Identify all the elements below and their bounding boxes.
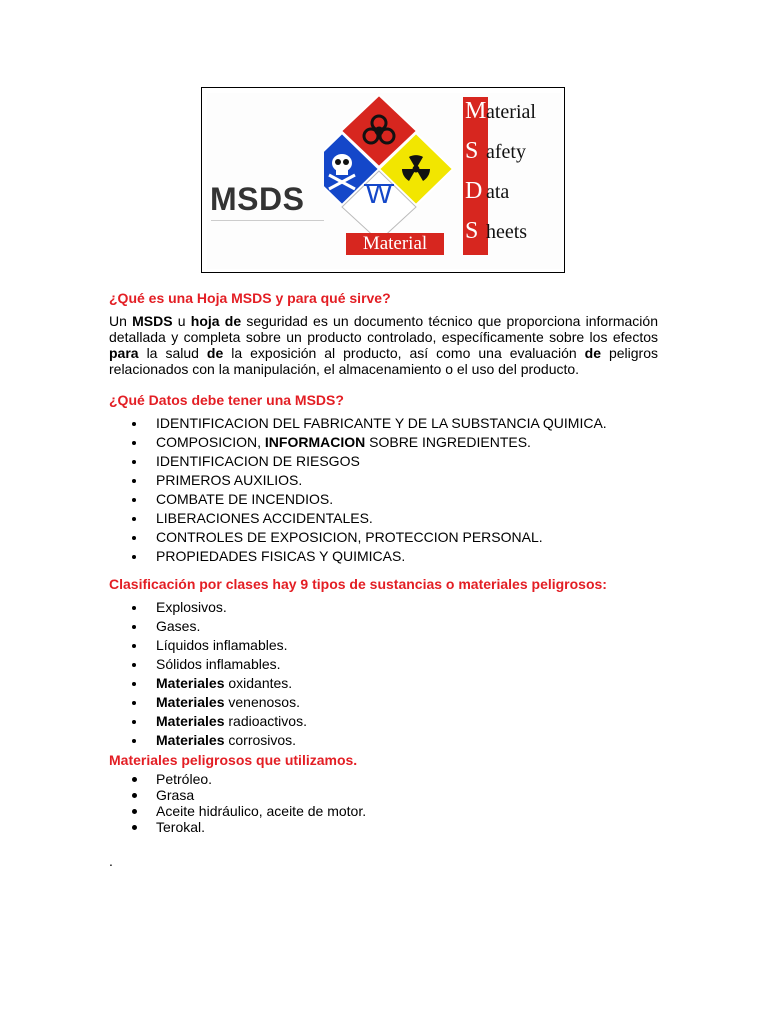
list-item xyxy=(130,819,366,835)
heading-msds-data: ¿Qué Datos debe tener una MSDS? xyxy=(109,392,344,408)
list-item xyxy=(130,528,607,547)
list-item xyxy=(130,636,307,655)
text-run: Terokal. xyxy=(156,819,206,835)
text-run: corrosivos. xyxy=(224,732,297,748)
list-item xyxy=(130,803,366,819)
text-run: u xyxy=(172,313,191,329)
bold-text: Materiales xyxy=(156,713,225,729)
text-run: Petróleo. xyxy=(156,771,213,787)
text-run: venenosos. xyxy=(224,694,300,710)
heading-materials-used: Materiales peligrosos que utilizamos. xyxy=(109,752,358,768)
heading-what-is-msds: ¿Qué es una Hoja MSDS y para qué sirve? xyxy=(109,290,391,306)
text-run: COMBATE DE INCENDIOS. xyxy=(156,491,334,507)
bold-text: MSDS xyxy=(132,313,173,329)
text-run: Explosivos. xyxy=(156,599,227,615)
hazard-diamond-icon xyxy=(324,93,464,243)
bold-text: de xyxy=(206,345,224,361)
list-item xyxy=(130,617,307,636)
list-item xyxy=(130,771,366,787)
list-item xyxy=(130,655,307,674)
logo-underline xyxy=(211,220,324,221)
text-run: Grasa xyxy=(156,787,195,803)
trailing-period: . xyxy=(109,853,113,869)
acronym-row-material: Material xyxy=(465,98,536,124)
bold-text: Materiales xyxy=(156,732,225,748)
acronym-row-data: D ata xyxy=(465,178,510,204)
materials-used-list xyxy=(130,771,366,835)
list-item xyxy=(130,598,307,617)
acronym-row-safety: S afety xyxy=(465,138,526,164)
water-reactive-letter: W xyxy=(365,178,393,209)
heading-classification: Clasificación por clases hay 9 tipos de sustancias o materiales peligrosos: xyxy=(109,576,607,592)
list-item xyxy=(130,509,607,528)
text-run: COMPOSICION, xyxy=(156,434,265,450)
text-run: PROPIEDADES FISICAS Y QUIMICAS. xyxy=(156,548,406,564)
intro-paragraph xyxy=(109,313,658,377)
text-run: Sólidos inflamables. xyxy=(156,656,281,672)
msds-logo-text: MSDS xyxy=(210,181,305,217)
list-item xyxy=(130,452,607,471)
bold-text: para xyxy=(109,345,139,361)
text-run: la salud xyxy=(138,345,207,361)
classification-list xyxy=(130,598,307,750)
figure-canvas xyxy=(207,93,561,269)
list-item xyxy=(130,547,607,566)
list-item xyxy=(130,731,307,750)
text-run: PRIMEROS AUXILIOS. xyxy=(156,472,303,488)
bold-text: Materiales xyxy=(156,675,225,691)
list-item xyxy=(130,433,607,452)
text-run: IDENTIFICACION DE RIESGOS xyxy=(156,453,360,469)
bold-text: hoja de xyxy=(190,313,242,329)
text-run: Aceite hidráulico, aceite de motor. xyxy=(156,803,367,819)
text-run: la exposición al producto, así como una evaluación xyxy=(223,345,585,361)
list-item xyxy=(130,787,366,803)
list-item xyxy=(130,674,307,693)
msds-figure xyxy=(201,87,565,273)
list-item xyxy=(130,693,307,712)
text-run: peligros relacionados con la manipulación, el almacenamiento o el uso del producto. xyxy=(109,345,658,377)
text-run: CONTROLES DE EXPOSICION, PROTECCION PERSONAL. xyxy=(156,529,543,545)
text-run: IDENTIFICACION DEL FABRICANTE Y DE LA SUBSTANCIA QUIMICA. xyxy=(156,415,607,431)
bold-text: Materiales xyxy=(156,694,225,710)
list-item xyxy=(130,490,607,509)
text-run: seguridad es un documento técnico que proporciona información detallada y completa sobre un producto controlado, específicamente sobre los efectos xyxy=(109,313,658,345)
list-item xyxy=(130,471,607,490)
text-run: oxidantes. xyxy=(224,675,293,691)
text-run: Gases. xyxy=(156,618,201,634)
text-run: Líquidos inflamables. xyxy=(156,637,288,653)
acronym-row-sheets: S heets xyxy=(465,218,528,244)
text-run: Un xyxy=(109,313,133,329)
msds-data-list xyxy=(130,414,607,566)
text-run: SOBRE INGREDIENTES. xyxy=(365,434,531,450)
text-run: LIBERACIONES ACCIDENTALES. xyxy=(156,510,373,526)
text-run: radioactivos. xyxy=(224,713,307,729)
list-item xyxy=(130,712,307,731)
material-tag: Material xyxy=(346,233,444,255)
bold-text: de xyxy=(584,345,601,361)
bold-text: INFORMACION xyxy=(264,434,366,450)
list-item xyxy=(130,414,607,433)
